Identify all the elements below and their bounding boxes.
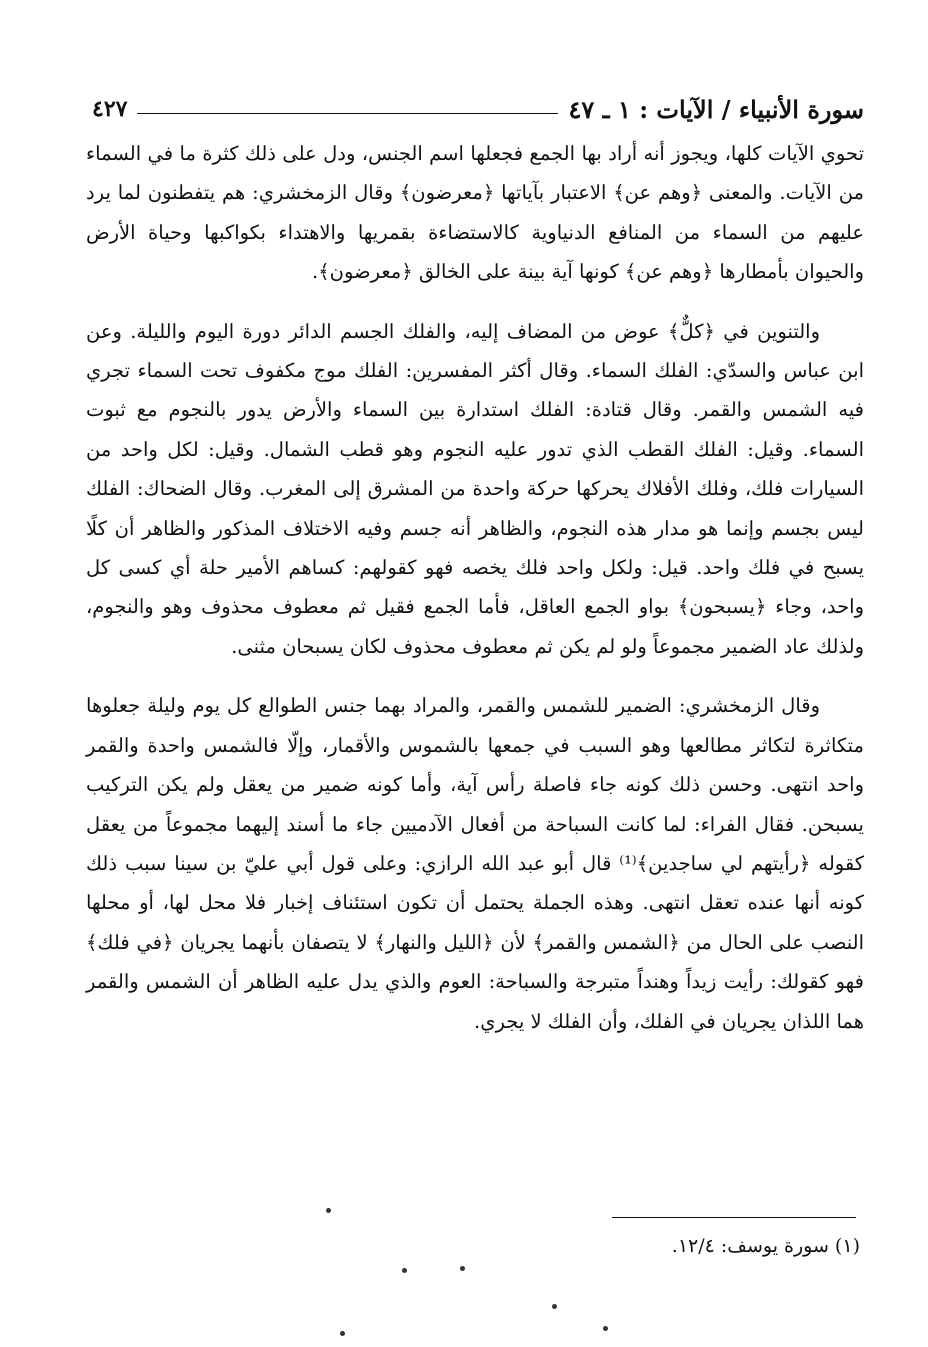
paragraph-1: تحوي الآيات كلها، ويجوز أنه أراد بها الجمع فجعلها اسم الجنس، ودل على ذلك كثرة ما في السماء من الآيات. والمعنى ﴿وهم عن﴾ الاعتبار بآياتها ﴿معرضون﴾ وقال الزمخشري: هم يتفطنون لما يرد عليهم من السماء من المنافع الدنياوية كالاستضاءة بقمريها والاهتداء بكواكبها وحياة الأرض والحيوان بأمطارها ﴿وهم عن﴾ كونها آية بينة على الخالق ﴿معرضون﴾. — [86, 142, 864, 284]
paragraph-2: والتنوين في ﴿كلٌّ﴾ عوض من المضاف إليه، والفلك الجسم الدائر دورة اليوم والليلة. وعن ابن عباس والسدّي: الفلك السماء. وقال أكثر المفسرين: الفلك موج مكفوف تحت السماء تجري فيه الشمس والقمر. وقال قتادة: الفلك استدارة بين السماء والأرض يدور بالنجوم مع ثبوت السماء. وقيل: الفلك القطب الذي تدور عليه النجوم وهو قطب الشمال. وقيل: لكل واحد من السيارات فلك، وفلك الأفلاك يحركها حركة واحدة من المشرق إلى المغرب. وقال الضحاك: الفلك ليس بجسم وإنما هو مدار هذه النجوم، والظاهر أنه جسم وفيه الاختلاف المذكور والظاهر أن كلًا يسبح في فلك واحد. قيل: ولكل واحد فلك يخصه فهو كقولهم: كساهم الأمير حلة أي كسى كل واحد، وجاء ﴿يسبحون﴾ بواو الجمع العاقل، فأما الجمع فقيل ثم معطوف محذوف وهو والنجوم، ولذلك عاد الضمير مجموعاً ولو لم يكن ثم معطوف محذوف لكان يسبحان مثنى. — [86, 319, 864, 658]
scan-speck — [603, 1326, 608, 1331]
surah-title: سورة الأنبياء / الآيات : ١ ـ ٤٧ — [568, 94, 864, 124]
scan-speck — [552, 1304, 557, 1309]
header-rule — [137, 113, 558, 114]
page-number: ٤٢٧ — [92, 96, 128, 122]
paragraph-3: وقال الزمخشري: الضمير للشمس والقمر، والمراد بهما جنس الطوالع كل يوم وليلة جعلوها متكاثرة لتكاثر مطالعها وهو السبب في جمعها بالشموس والأقمار، وإلّا فالشمس واحدة والقمر واحد انتهى. وحسن ذلك كونه جاء فاصلة رأس آية، وأما كونه ضمير من يعقل ولم يكن التركيب يسبحن. فقال الفراء: لما كانت السباحة من أفعال الآدميين جاء ما أسند إليهما مجموعاً من يعقل كقوله ﴿رأيتهم لي ساجدين﴾⁽¹⁾ قال أبو عبد الله الرازي: وعلى قول أبي عليّ بن سينا سبب ذلك كونه أنها عنده تعقل انتهى. وهذه الجملة يحتمل أن تكون استئناف إخبار فلا محل لها، أو محلها النصب على الحال من ﴿الشمس والقمر﴾ لأن ﴿الليل والنهار﴾ لا يتصفان بأنهما يجريان ﴿في فلك﴾ فهو كقولك: رأيت زيداً وهنداً متبرجة والسباحة: العوم والذي يدل عليه الظاهر أن الشمس والقمر هما اللذان يجريان في الفلك، وأن الفلك لا يجري. — [86, 694, 864, 1033]
page-header — [92, 92, 864, 126]
scan-speck — [402, 1268, 407, 1273]
footnote: (١) سورة يوسف: ١٢/٤. — [671, 1235, 860, 1257]
scan-speck — [460, 1266, 465, 1271]
scan-speck — [340, 1331, 345, 1336]
footnote-rule — [612, 1217, 856, 1218]
body-text — [86, 134, 864, 1041]
scan-speck — [326, 1208, 331, 1213]
